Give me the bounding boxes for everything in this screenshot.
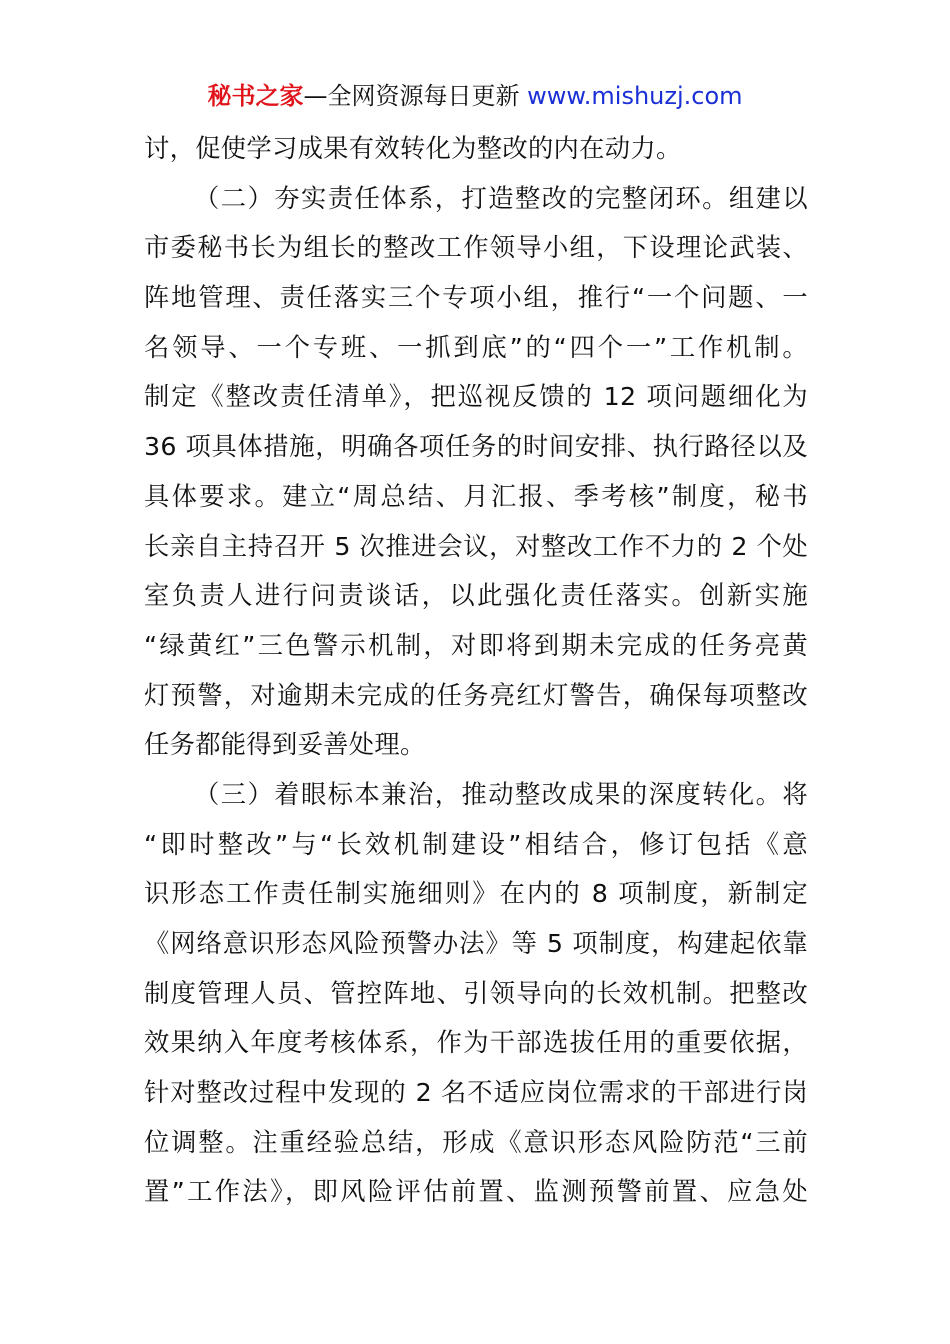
document-body	[144, 124, 808, 1217]
text-line: 制定《整改责任清单》，把巡视反馈的 12 项问题细化为	[144, 382, 808, 412]
text-line: 识形态工作责任制实施细则》在内的 8 项制度，新制定	[144, 879, 808, 909]
text-line: 《网络意识形态风险预警办法》等 5 项制度，构建起依靠	[144, 929, 808, 958]
text-line: 置”工作法》，即风险评估前置、监测预警前置、应急处	[144, 1177, 808, 1207]
text-line: 名领导、一个专班、一抓到底”的“四个一”工作机制。	[144, 332, 808, 362]
brand-name: 秘书之家	[207, 82, 304, 110]
text-line: 室负责人进行问责谈话，以此强化责任落实。创新实施	[144, 581, 808, 611]
text-line: “绿黄红”三色警示机制，对即将到期未完成的任务亮黄	[144, 630, 808, 660]
text-line: 制度管理人员、管控阵地、引领导向的长效机制。把整改	[144, 978, 808, 1008]
text-line: 位调整。注重经验总结，形成《意识形态风险防范“三前	[144, 1127, 808, 1157]
text-line: 灯预警，对逾期未完成的任务亮红灯警告，确保每项整改	[144, 680, 808, 710]
text-line: 市委秘书长为组长的整改工作领导小组，下设理论武装、	[144, 233, 808, 263]
text-line: “即时整改”与“长效机制建设”相结合，修订包括《意	[144, 829, 808, 859]
site-header	[0, 80, 950, 112]
paragraph-heading-line: （二）夯实责任体系，打造整改的完整闭环。组建以	[194, 183, 808, 213]
header-tagline: —全网资源每日更新	[303, 82, 520, 110]
text-line: 讨，促使学习成果有效转化为整改的内在动力。	[144, 134, 682, 163]
text-line: 任务都能得到妥善处理。	[144, 730, 426, 760]
text-line: 长亲自主持召开 5 次推进会议，对整改工作不力的 2 个处	[144, 531, 808, 561]
text-line: 效果纳入年度考核体系，作为干部选拔任用的重要依据，	[144, 1028, 808, 1058]
text-line: 阵地管理、责任落实三个专项小组，推行“一个问题、一	[144, 283, 808, 313]
text-line: 36 项具体措施，明确各项任务的时间安排、执行路径以及	[144, 432, 808, 462]
text-line: 具体要求。建立“周总结、月汇报、季考核”制度，秘书	[144, 481, 808, 511]
paragraph-heading-line: （三）着眼标本兼治，推动整改成果的深度转化。将	[194, 779, 808, 809]
text-line: 针对整改过程中发现的 2 名不适应岗位需求的干部进行岗	[144, 1078, 808, 1108]
site-link[interactable]: www.mishuzj.com	[519, 82, 743, 110]
